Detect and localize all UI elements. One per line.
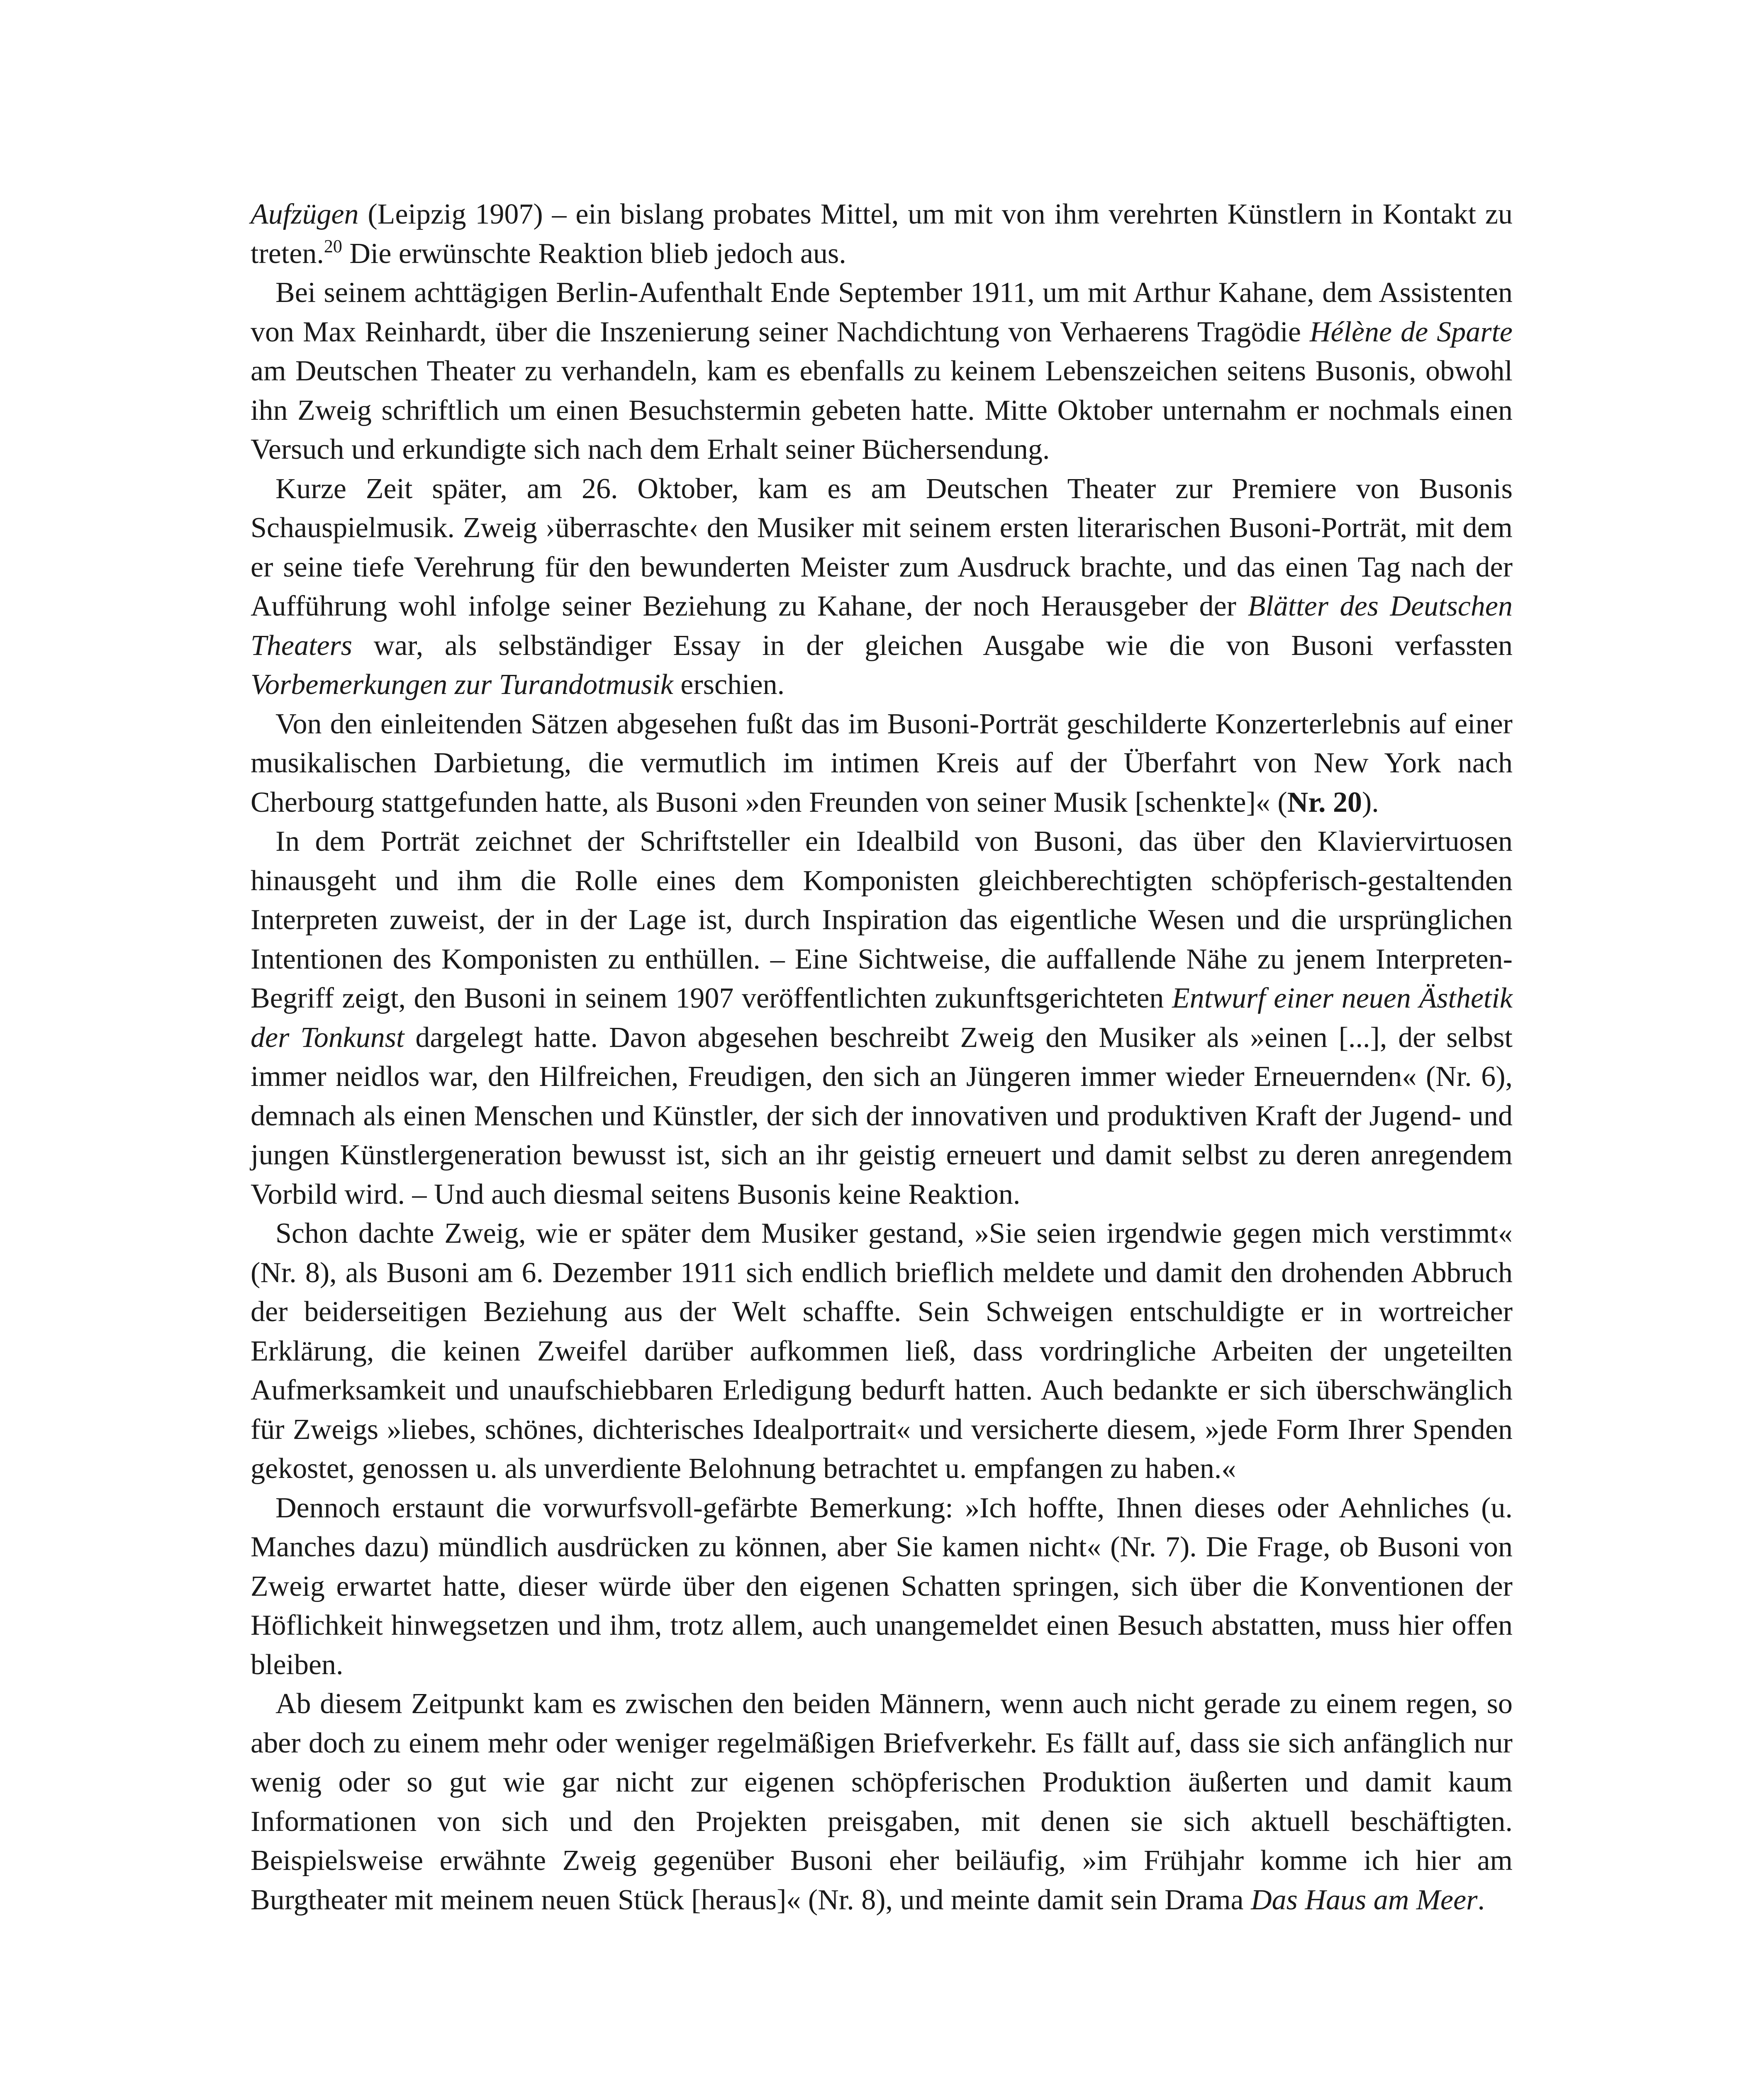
italic-title: Vorbemerkungen zur Turandotmusik bbox=[251, 669, 673, 701]
footnote-reference: 20 bbox=[324, 236, 342, 256]
text-run: (Leipzig 1907) – ein bislang probates Mittel, um mit von ihm verehrten Künstlern in Kontakt zu treten. bbox=[251, 198, 1513, 270]
text-run: am Deutschen Theater zu verhandeln, kam es ebenfalls zu keinem Lebenszeichen seitens Busonis, obwohl ihn Zweig schriftlich um einen Besuchstermin gebeten hatte. Mitte Oktober unternahm er nochmals einen Versuch und erkundigte sich nach dem Erhalt seiner Büchersendung. bbox=[251, 355, 1513, 465]
italic-title: Aufzügen bbox=[251, 198, 359, 230]
body-text bbox=[251, 195, 1513, 1920]
paragraph bbox=[251, 705, 1513, 823]
paragraph bbox=[251, 1489, 1513, 1685]
text-run: war, als selbständiger Essay in der gleichen Ausgabe wie die von Busoni verfassten bbox=[352, 629, 1513, 662]
text-run: dargelegt hatte. Davon abgesehen beschreibt Zweig den Musiker als »einen [...], der selbst immer neidlos war, den Hilfreichen, Freudigen, den sich an Jüngeren immer wieder Erneuernden« (Nr. 6), demnach als einen Menschen und Künstler, der sich der innovativen und produktiven Kraft der Jugend- und jungen Künstlergeneration bewusst ist, sich an ihr geistig erneuert und damit selbst zu deren anregendem Vorbild wird. – Und auch diesmal seitens Busonis keine Reaktion. bbox=[251, 1021, 1513, 1210]
text-run: Schon dachte Zweig, wie er später dem Musiker gestand, »Sie seien irgendwie gegen mich verstimmt« (Nr. 8), als Busoni am 6. Dezember 1911 sich endlich brieflich meldete und damit den drohenden Abbruch der beiderseitigen Beziehung aus der Welt schaffte. Sein Schweigen entschuldigte er in wortreicher Erklärung, die keinen Zweifel darüber aufkommen ließ, dass vordringliche Arbeiten der ungeteilten Aufmerksamkeit und unaufschiebbaren Erledigung bedurft hatten. Auch bedankte er sich überschwänglich für Zweigs »liebes, schönes, dichterisches Idealportrait« und versicherte diesem, »jede Form Ihrer Spenden gekostet, genossen u. als unverdiente Belohnung betrachtet u. empfangen zu haben.« bbox=[251, 1217, 1513, 1485]
text-run: Die erwünschte Reaktion blieb jedoch aus. bbox=[342, 237, 846, 270]
bold-reference: Nr. 20 bbox=[1287, 786, 1362, 818]
text-run: Bei seinem achttägigen Berlin-Aufenthalt Ende September 1911, um mit Arthur Kahane, dem Assistenten von Max Reinhardt, über die Inszenierung seiner Nachdichtung von Verhaerens Tragödie bbox=[251, 277, 1513, 348]
text-run: Ab diesem Zeitpunkt kam es zwischen den beiden Männern, wenn auch nicht gerade zu einem regen, so aber doch zu einem mehr oder weniger regelmäßigen Briefverkehr. Es fällt auf, dass sie sich anfänglich nur wenig oder so gut wie gar nicht zur eigenen schöpferischen Produktion äußerten und damit kaum Informationen von sich und den Projekten preisgaben, mit denen sie sich aktuell beschäftigten. Beispielsweise erwähnte Zweig gegenüber Busoni eher beiläufig, »im Frühjahr komme ich hier am Burgtheater mit meinem neuen Stück [heraus]« (Nr. 8), und meinte damit sein Drama bbox=[251, 1688, 1513, 1916]
italic-title: Entwurf einer neuen Ästhetik der Tonkunst bbox=[251, 982, 1513, 1054]
paragraph bbox=[251, 273, 1513, 470]
text-run: ). bbox=[1362, 786, 1379, 818]
paragraph bbox=[251, 1685, 1513, 1920]
paragraph bbox=[251, 1214, 1513, 1489]
text-run: Von den einleitenden Sätzen abgesehen fußt das im Busoni-Porträt geschilderte Konzerterlebnis auf einer musikalischen Darbietung, die vermutlich im intimen Kreis auf der Überfahrt von New York nach Cherbourg stattgefunden hatte, als Busoni »den Freunden von seiner Musik [schenkte]« ( bbox=[251, 708, 1513, 818]
text-run: In dem Porträt zeichnet der Schriftsteller ein Idealbild von Busoni, das über den Klaviervirtuosen hinausgeht und ihm die Rolle eines dem Komponisten gleichberechtigten schöpferisch-gestaltenden Interpreten zuweist, der in der Lage ist, durch Inspiration das eigentliche Wesen und die ursprünglichen Intentionen des Komponisten zu enthüllen. – Eine Sichtweise, die auffallende Nähe zu jenem Interpreten-Begriff zeigt, den Busoni in seinem 1907 veröffentlichten zukunftsgerichteten bbox=[251, 825, 1513, 1014]
text-run: erschien. bbox=[673, 669, 785, 701]
text-run: Dennoch erstaunt die vorwurfsvoll-gefärbte Bemerkung: »Ich hoffte, Ihnen dieses oder Aehnliches (u. Manches dazu) mündlich ausdrücken zu können, aber Sie kamen nicht« (Nr. 7). Die Frage, ob Busoni von Zweig erwartet hatte, dieser würde über den eigenen Schatten springen, sich über die Konventionen der Höflichkeit hinwegsetzen und ihm, trotz allem, auch unangemeldet einen Besuch abstatten, muss hier offen bleiben. bbox=[251, 1492, 1513, 1681]
paragraph bbox=[251, 822, 1513, 1214]
italic-title: Blätter des Deutschen Theaters bbox=[251, 590, 1513, 662]
italic-title: Das Haus am Meer bbox=[1251, 1884, 1478, 1916]
text-run: Kurze Zeit später, am 26. Oktober, kam es am Deutschen Theater zur Premiere von Busonis Schauspielmusik. Zweig ›überraschte‹ den Musiker mit seinem ersten literarischen Busoni-Porträt, mit dem er seine tiefe Verehrung für den bewunderten Meister zum Ausdruck brachte, und das einen Tag nach der Aufführung wohl infolge seiner Beziehung zu Kahane, der noch Herausgeber der bbox=[251, 472, 1513, 622]
text-run: . bbox=[1477, 1884, 1485, 1916]
paragraph bbox=[251, 470, 1513, 705]
italic-title: Hélène de Sparte bbox=[1309, 316, 1513, 348]
paragraph bbox=[251, 195, 1513, 273]
